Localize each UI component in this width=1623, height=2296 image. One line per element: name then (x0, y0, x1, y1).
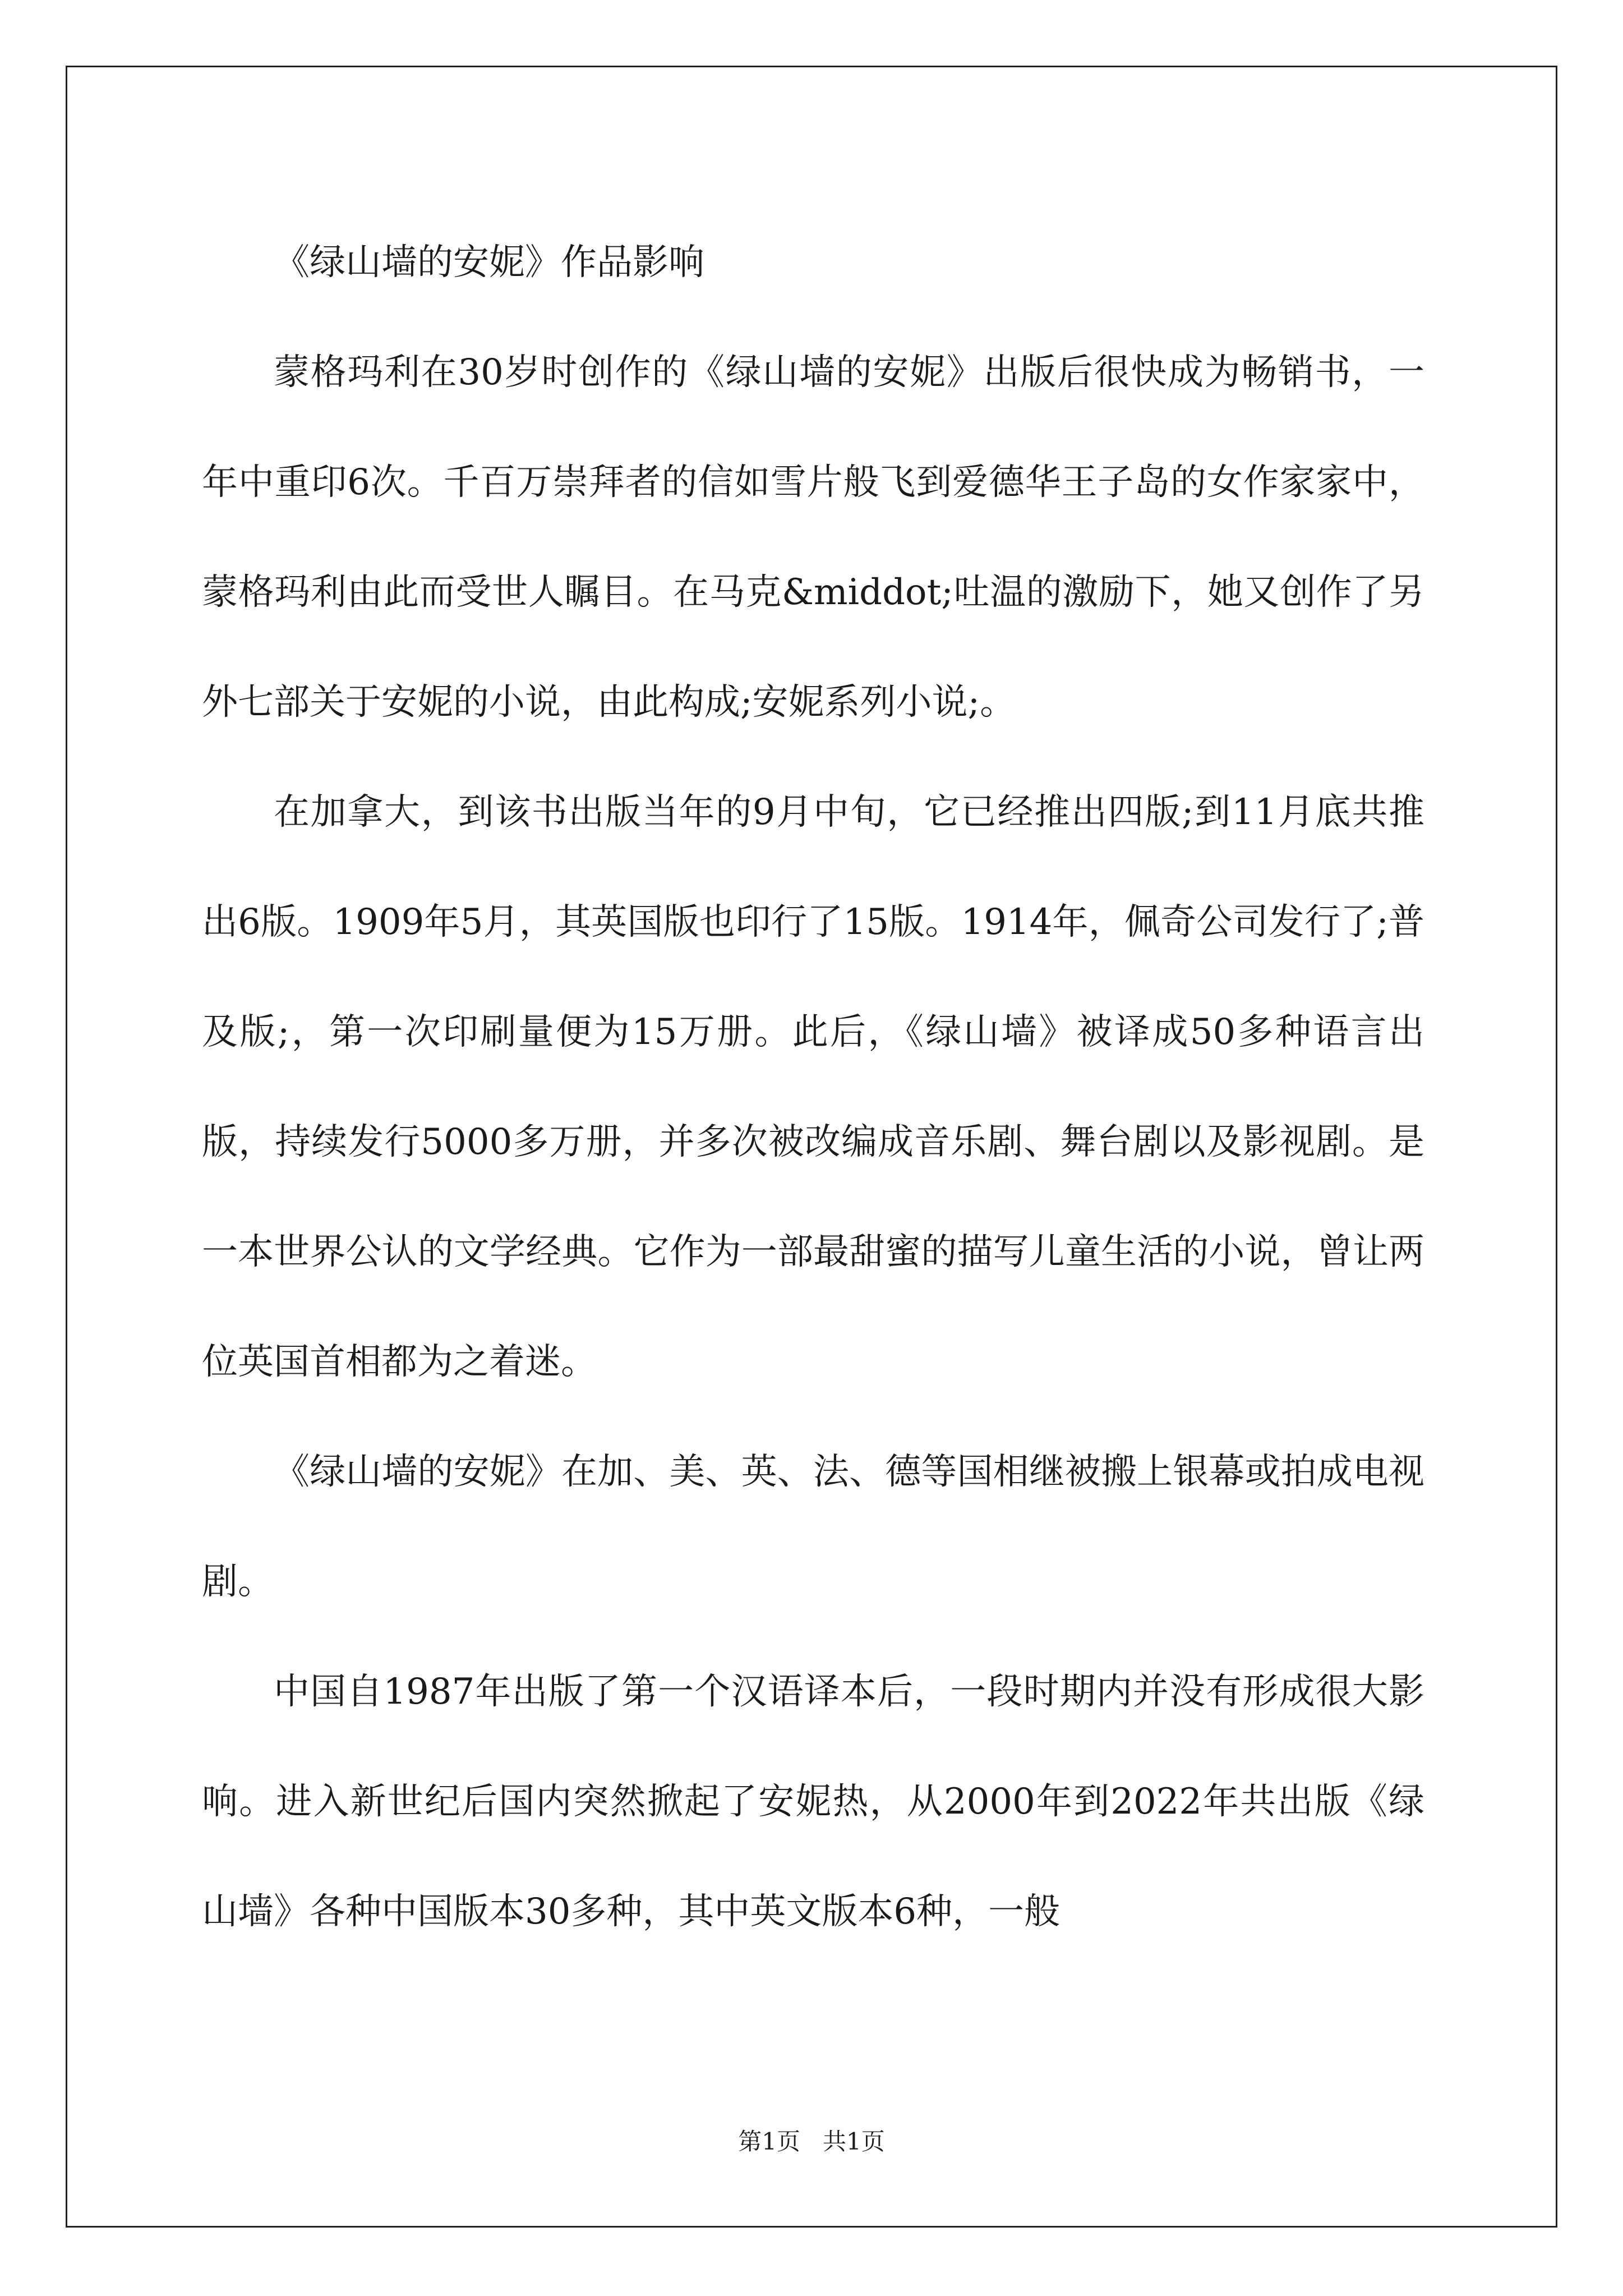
paragraph-2: 在加拿大，到该书出版当年的9月中旬，它已经推出四版;到11月底共推出6版。1909年5月，其英国版也印行了15版。1914年，佩奇公司发行了;普及版;，第一次印刷量便为15万册。此后，《绿山墙》被译成50多种语言出版，持续发行5000多万册，并多次被改编成音乐剧、舞台剧以及影视剧。是一本世界公认的文学经典。它作为一部最甜蜜的描写儿童生活的小说，曾让两位英国首相都为之着迷。 (202, 792, 1424, 1383)
page-footer: 第1页 共1页 (738, 2128, 885, 2155)
document-body (202, 208, 1424, 1967)
paragraph-3: 《绿山墙的安妮》在加、美、英、法、德等国相继被搬上银幕或拍成电视剧。 (202, 1451, 1424, 1603)
document-title: 《绿山墙的安妮》作品影响 (274, 242, 704, 283)
paragraph-1: 蒙格玛利在30岁时创作的《绿山墙的安妮》出版后很快成为畅销书，一年中重印6次。千百万崇拜者的信如雪片般飞到爱德华王子岛的女作家家中，蒙格玛利由此而受世人瞩目。在马克&middot;吐温的激励下，她又创作了另外七部关于安妮的小说，由此构成;安妮系列小说;。 (202, 352, 1424, 723)
paragraph-4: 中国自1987年出版了第一个汉语译本后，一段时期内并没有形成很大影响。进入新世纪后国内突然掀起了安妮热，从2000年到2022年共出版《绿山墙》各种中国版本30多种，其中英文版本6种，一般 (202, 1671, 1424, 1932)
